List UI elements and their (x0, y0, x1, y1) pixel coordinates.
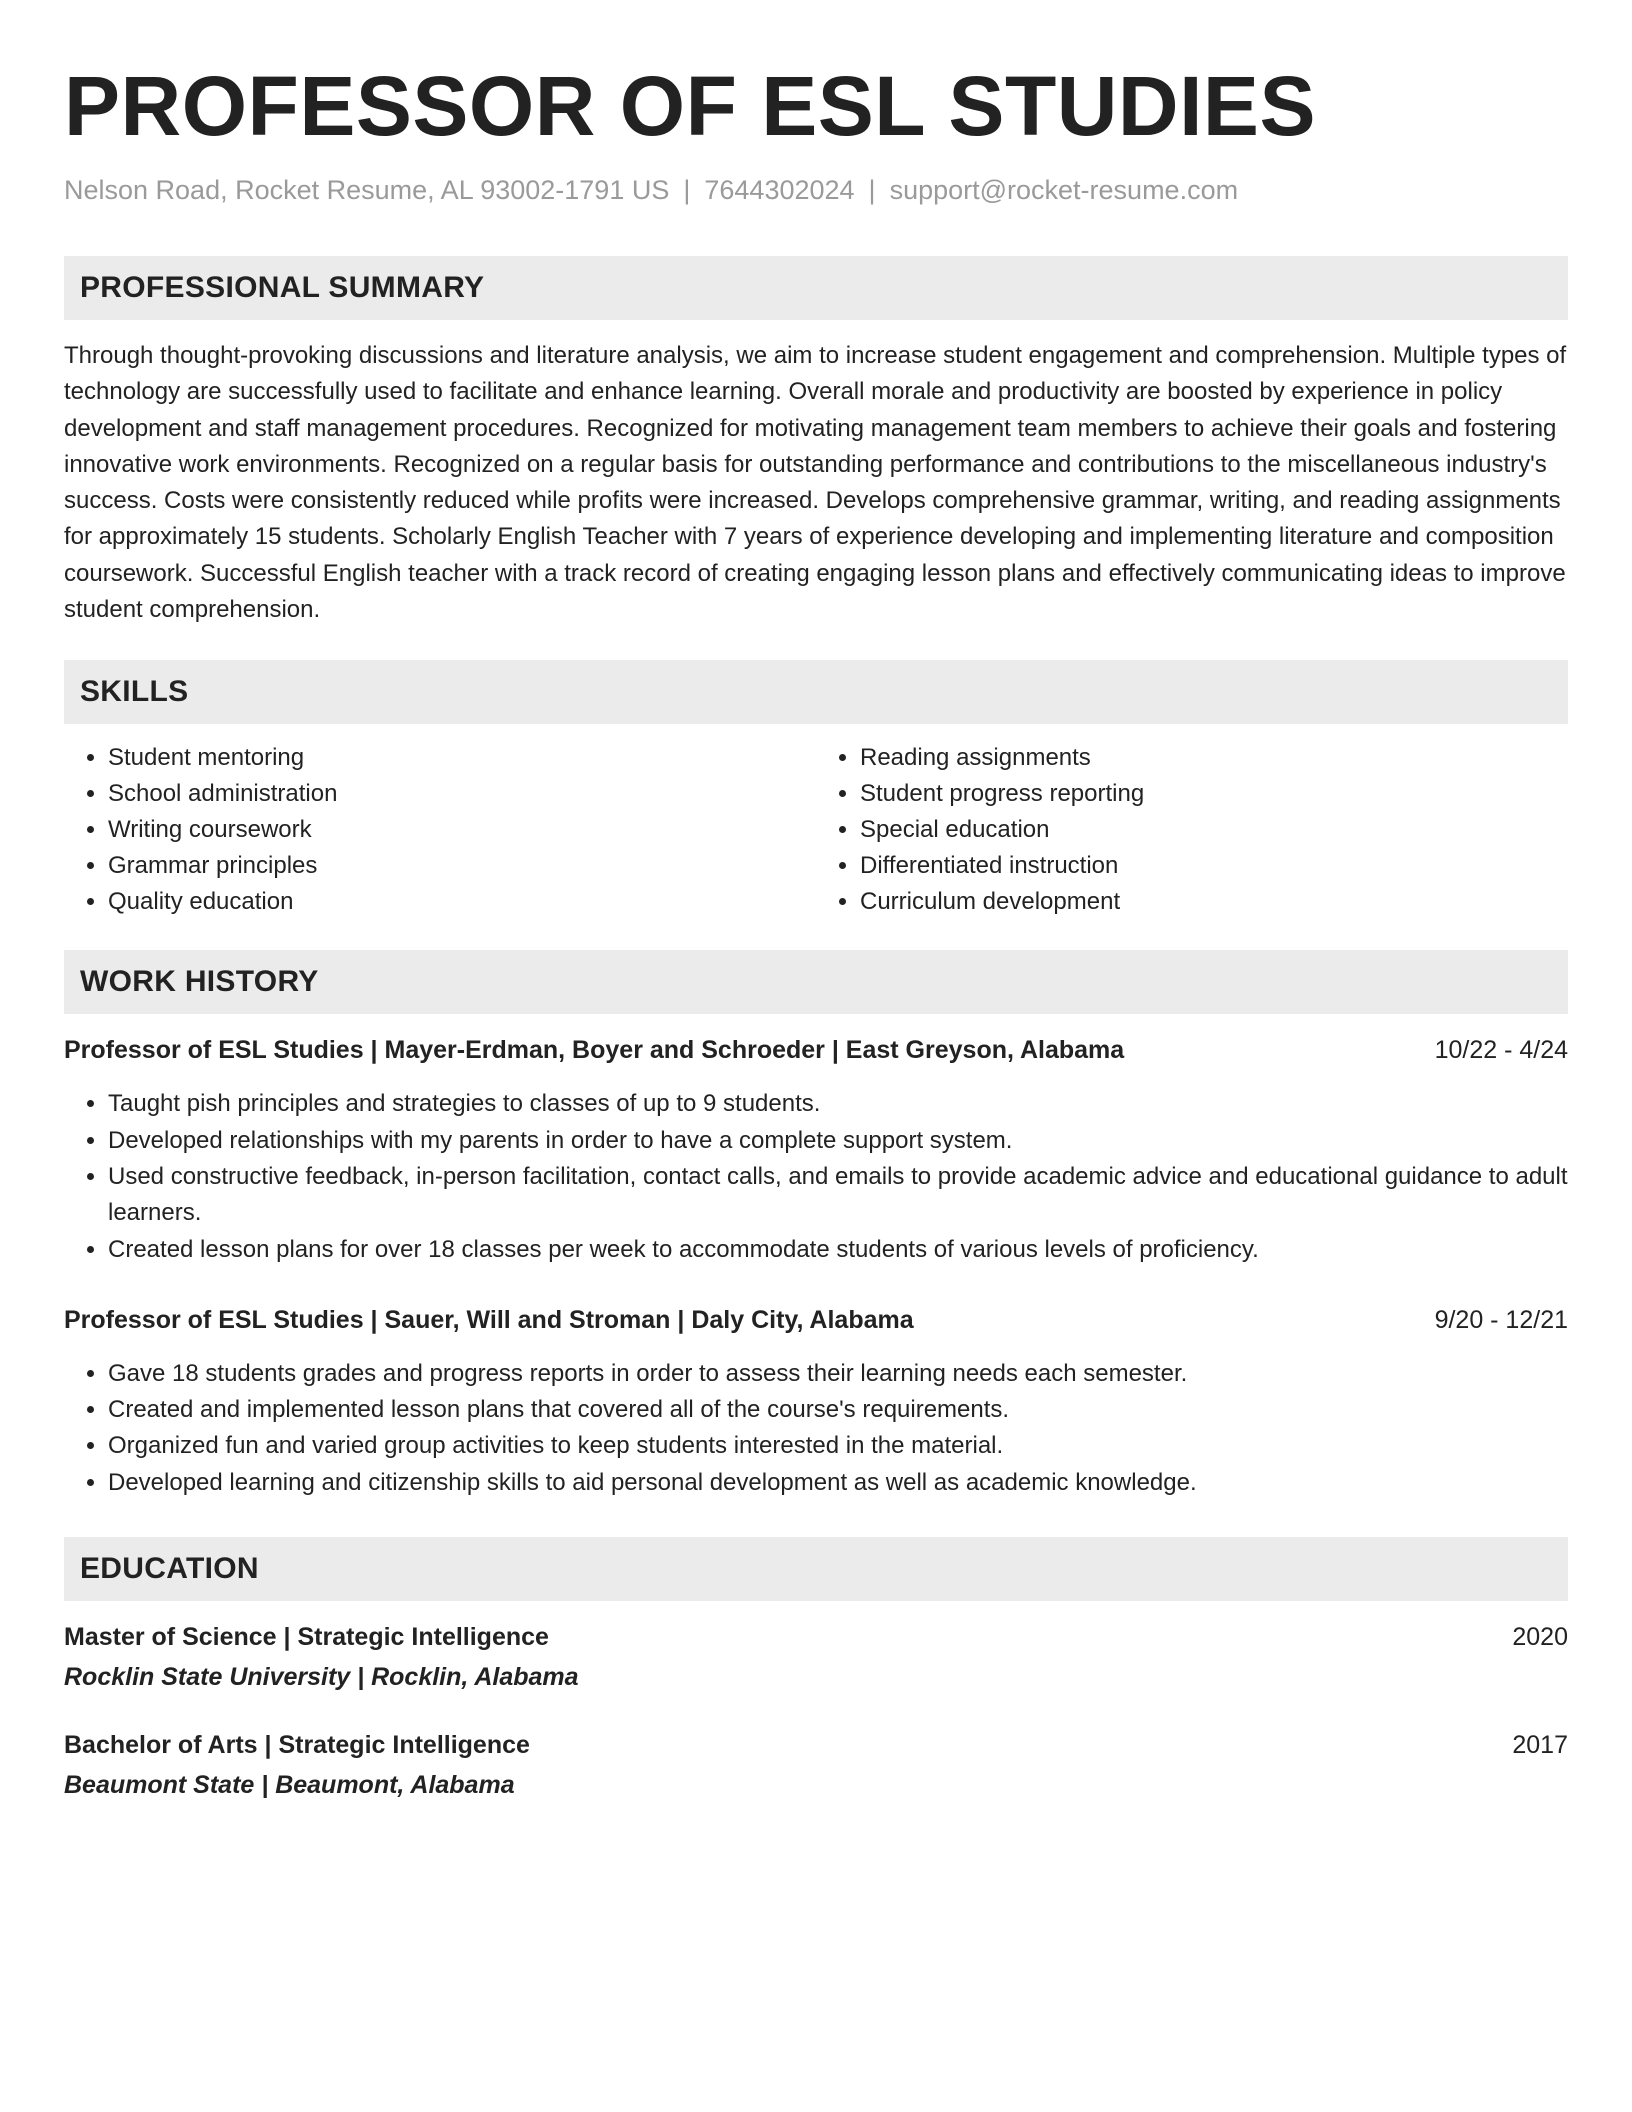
summary-heading: PROFESSIONAL SUMMARY (64, 256, 1568, 320)
contact-separator: | (683, 175, 691, 205)
job-header (64, 1032, 1568, 1068)
skill-item: • Grammar principles (108, 848, 816, 884)
education-entry (64, 1619, 1568, 1695)
education-degree: Bachelor of Arts | Strategic Intelligence (64, 1731, 530, 1760)
education-heading: EDUCATION (64, 1537, 1568, 1601)
job-title: Professor of ESL Studies | Sauer, Will and Stroman | Daly City, Alabama (64, 1305, 914, 1334)
job-bullets (64, 1086, 1568, 1267)
education-degree: Master of Science | Strategic Intelligence (64, 1623, 549, 1652)
job-bullets (64, 1356, 1568, 1501)
education-year: 2017 (1512, 1731, 1568, 1760)
contact-address: Nelson Road, Rocket Resume, AL 93002-1791 US (64, 175, 670, 205)
education-header (64, 1727, 1568, 1763)
education-entry (64, 1727, 1568, 1803)
summary-text: Through thought-provoking discussions and literature analysis, we aim to increase student engagement and comprehension. Multiple types of technology are successfully used to facilitate and enhance learning. Overall morale and productivity are boosted by experience in policy development and staff management procedures. Recognized for motivating management team members to achieve their goals and fostering innovative work environments. Recognized on a regular basis for outstanding performance and contributions to the miscellaneous industry's success. Costs were consistently reduced while profits were increased. Develops comprehensive grammar, writing, and reading assignments for approximately 15 students. Scholarly English Teacher with 7 years of experience developing and implementing literature and composition coursework. Successful English teacher with a track record of creating engaging lesson plans and effectively communicating ideas to improve student comprehension. (64, 342, 1567, 624)
contact-email: support@rocket-resume.com (889, 175, 1239, 205)
education-header (64, 1619, 1568, 1655)
skill-item: • Writing coursework (108, 812, 816, 848)
skill-item: • Student mentoring (108, 740, 816, 776)
skills-list (64, 740, 1568, 920)
skills-column-right (816, 740, 1568, 920)
job-bullet: • Created lesson plans for over 18 classes per week to accommodate students of various levels of proficiency. (108, 1232, 1568, 1268)
skills-heading: SKILLS (64, 660, 1568, 724)
contact-line (64, 172, 1568, 208)
job-bullet: • Taught pish principles and strategies to classes of up to 9 students. (108, 1086, 1568, 1122)
resume-name: PROFESSOR OF ESL STUDIES (64, 59, 1316, 153)
skill-item: • Curriculum development (860, 884, 1568, 920)
job-bullet: • Used constructive feedback, in-person facilitation, contact calls, and emails to provide academic advice and educational guidance to adult learners. (108, 1159, 1568, 1232)
job-bullet: • Created and implemented lesson plans that covered all of the course's requirements. (108, 1392, 1568, 1428)
skill-item: • Special education (860, 812, 1568, 848)
skill-item: • Reading assignments (860, 740, 1568, 776)
education-school: Rocklin State University | Rocklin, Alabama (64, 1663, 579, 1692)
skill-item: • Quality education (108, 884, 816, 920)
job-bullet: • Developed learning and citizenship skills to aid personal development as well as academic knowledge. (108, 1465, 1568, 1501)
skill-item: • Student progress reporting (860, 776, 1568, 812)
contact-separator: | (868, 175, 876, 205)
job-header (64, 1302, 1568, 1338)
job-bullet: • Gave 18 students grades and progress reports in order to assess their learning needs each semester. (108, 1356, 1568, 1392)
education-school: Beaumont State | Beaumont, Alabama (64, 1771, 515, 1800)
job-entry (64, 1032, 1568, 1267)
contact-phone: 7644302024 (704, 175, 855, 205)
skills-column-left (64, 740, 816, 920)
job-entry (64, 1302, 1568, 1501)
job-bullet: • Developed relationships with my parents in order to have a complete support system. (108, 1123, 1568, 1159)
job-dates: 9/20 - 12/21 (1434, 1305, 1568, 1334)
education-year: 2020 (1512, 1623, 1568, 1652)
skill-item: • School administration (108, 776, 816, 812)
job-bullet: • Organized fun and varied group activities to keep students interested in the material. (108, 1428, 1568, 1464)
job-dates: 10/22 - 4/24 (1434, 1036, 1568, 1065)
job-title: Professor of ESL Studies | Mayer-Erdman, Boyer and Schroeder | East Greyson, Alabama (64, 1036, 1125, 1065)
work-history-heading: WORK HISTORY (64, 950, 1568, 1014)
skill-item: • Differentiated instruction (860, 848, 1568, 884)
